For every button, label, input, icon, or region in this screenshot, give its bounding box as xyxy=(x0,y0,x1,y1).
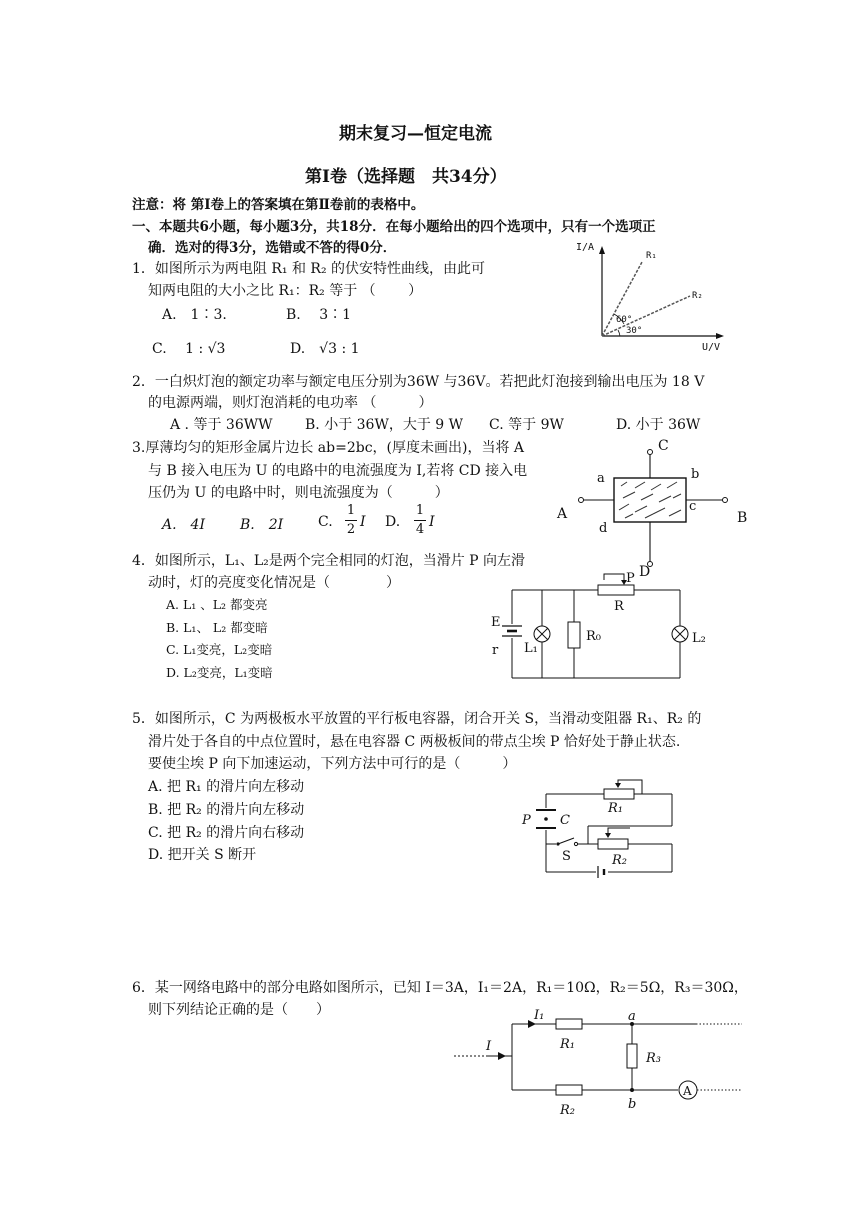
q3-option-b: B. 2I xyxy=(240,517,284,533)
q4-label-l1: L₁ xyxy=(524,641,538,656)
q2-option-c: C. 等于 9W xyxy=(489,417,564,433)
q4-option-b: B. L₁、 L₂ 都变暗 xyxy=(166,620,268,635)
notice-text: 注意：将 第Ⅰ卷上的答案填在第Ⅱ卷前的表格中。 xyxy=(132,197,425,213)
q5-option-d: D. 把开关 S 断开 xyxy=(148,847,257,863)
q5-label-r2: R₂ xyxy=(612,853,627,868)
q1-option-c: C. 1 : √3 xyxy=(152,341,226,357)
q1-y-axis-label: I/A xyxy=(576,242,595,253)
q6-label-a: a xyxy=(628,1009,636,1024)
q3-label-b-right: B xyxy=(737,510,748,526)
q5-label-c: C xyxy=(560,813,570,828)
q1-r1-label: R₁ xyxy=(646,251,657,261)
page-subtitle: 第Ⅰ卷（选择题 共34分） xyxy=(305,167,507,187)
q2-stem-line2: 的电源两端，则灯泡消耗的电功率 （ ） xyxy=(148,395,433,411)
q3-corner-a: a xyxy=(597,471,605,486)
q5-option-c: C. 把 R₂ 的滑片向右移动 xyxy=(148,825,305,841)
q6-label-r2: R₂ xyxy=(560,1103,575,1118)
q1-option-d: D. √3 : 1 xyxy=(290,341,360,357)
q5-resistor-r1 xyxy=(604,789,634,799)
q3-option-d-numerator: 1 xyxy=(415,503,425,518)
q3-label-a-left: A xyxy=(557,506,568,522)
q3-option-c-label: C. xyxy=(318,514,333,530)
q5-switch-s xyxy=(558,838,574,844)
q1-angle-60: 60° xyxy=(616,315,633,325)
q5-circuit-figure xyxy=(518,778,688,878)
q3-corner-d: d xyxy=(599,521,608,536)
q6-label-b: b xyxy=(628,1097,637,1112)
q5-stem-line1: 5．如图所示，C 为两极板水平放置的平行板电容器，闭合开关 S，当滑动变阻器 R₁、R₂ 的 xyxy=(132,711,702,727)
q4-circuit-figure xyxy=(480,566,720,686)
q4-stem-line2: 动时，灯的亮度变化情况是（ ） xyxy=(148,575,400,591)
q4-label-p: P xyxy=(626,571,635,586)
q3-metal-plate-figure xyxy=(555,436,755,580)
q5-stem-line3: 要使尘埃 P 向下加速运动，下列方法中可行的是（ ） xyxy=(148,756,517,772)
q3-corner-c: c xyxy=(689,499,697,514)
q3-corner-b: b xyxy=(691,467,700,482)
q4-resistor-r0 xyxy=(568,622,580,648)
q6-resistor-r1 xyxy=(556,1019,582,1029)
q2-option-d: D. 小于 36W xyxy=(616,417,701,433)
q6-label-i: I xyxy=(486,1039,492,1054)
q4-label-l2: L₂ xyxy=(692,631,706,646)
q4-option-a: A. L₁ 、L₂ 都变亮 xyxy=(166,597,268,612)
q5-option-a: A. 把 R₁ 的滑片向左移动 xyxy=(148,779,305,795)
q4-label-r-internal: r xyxy=(492,643,499,658)
q3-stem-line2: 与 B 接入电压为 U 的电路中的电流强度为 I,若将 CD 接入电 xyxy=(148,463,528,479)
q2-option-b: B. 小于 36W，大于 9 W xyxy=(305,417,464,433)
q3-option-c-numerator: 1 xyxy=(346,503,356,518)
q3-option-c-denominator: 2 xyxy=(346,522,356,537)
q6-resistor-r2 xyxy=(556,1085,582,1095)
q4-option-c: C. L₁变亮，L₂变暗 xyxy=(166,642,273,657)
q6-label-r3: R₃ xyxy=(646,1051,661,1066)
section-heading-line1: 一、本题共6小题，每小题3分，共18分．在每小题给出的四个选项中，只有一个选项正 xyxy=(132,219,656,235)
q3-option-d-label: D. xyxy=(385,514,401,530)
q3-label-d-bottom: D xyxy=(639,564,651,580)
q3-option-c-var: I xyxy=(360,514,366,530)
q3-option-d-denominator: 4 xyxy=(415,522,425,537)
q4-rheostat-r xyxy=(598,585,634,595)
q3-option-d-fraction-bar xyxy=(414,520,426,521)
q2-stem-line1: 2．一白炽灯泡的额定功率与额定电压分别为36W 与36V。若把此灯泡接到输出电压为 18 V xyxy=(132,374,705,390)
q1-x-axis-label: U/V xyxy=(702,342,721,353)
q3-option-d-var: I xyxy=(429,514,435,530)
q4-label-r: R xyxy=(614,599,624,614)
q1-iu-graph xyxy=(570,240,730,353)
q2-option-a: A . 等于 36WW xyxy=(170,417,273,433)
q1-option-b: B. 3∶1 xyxy=(286,307,352,323)
q6-label-r1: R₁ xyxy=(560,1037,575,1052)
q3-stem-line1: 3.厚薄均匀的矩形金属片边长 ab=2bc，(厚度未画出)，当将 A xyxy=(132,440,525,456)
q5-option-b: B. 把 R₂ 的滑片向左移动 xyxy=(148,802,305,818)
q1-stem-line2: 知两电阻的大小之比 R₁：R₂ 等于 （ ） xyxy=(148,283,423,299)
q1-stem-line1: 1．如图所示为两电阻 R₁ 和 R₂ 的伏安特性曲线，由此可 xyxy=(132,261,486,277)
q4-label-r0: R₀ xyxy=(586,629,601,644)
q1-option-a: A. 1∶3. xyxy=(162,307,227,323)
q5-label-r1: R₁ xyxy=(608,801,623,816)
section-heading-line2: 确．选对的得3分，选错或不答的得0分． xyxy=(148,240,397,256)
page-title: 期末复习—恒定电流 xyxy=(339,124,492,144)
q3-option-c-fraction-bar xyxy=(345,520,357,521)
q6-label-i1: I₁ xyxy=(534,1008,545,1023)
q4-label-e: E xyxy=(491,615,501,630)
q5-dust-particle xyxy=(544,817,548,821)
q6-ammeter-label: A xyxy=(683,1084,692,1098)
q3-label-c-top: C xyxy=(658,438,669,454)
q3-stem-line3: 压仍为 U 的电路中时，则电流强度为（ ） xyxy=(148,485,449,501)
q6-resistor-r3 xyxy=(627,1044,637,1068)
q6-stem-line1: 6．某一网络电路中的部分电路如图所示，已知 I＝3A，I₁＝2A，R₁＝10Ω，R₂＝5Ω，R₃＝30Ω， xyxy=(132,980,748,996)
q6-stem-line2: 则下列结论正确的是（ ） xyxy=(148,1002,330,1018)
q4-stem-line1: 4．如图所示，L₁、L₂是两个完全相同的灯泡，当滑片 P 向左滑 xyxy=(132,553,526,569)
q1-angle-30: 30° xyxy=(626,326,643,336)
q3-option-a: A. 4I xyxy=(162,517,205,533)
q5-resistor-r2 xyxy=(598,839,628,849)
q4-option-d: D. L₂变亮，L₁变暗 xyxy=(166,665,273,680)
q5-label-p: P xyxy=(522,813,531,828)
q5-label-s: S xyxy=(562,849,571,864)
q6-network-figure xyxy=(450,1010,750,1120)
q5-stem-line2: 滑片处于各自的中点位置时，悬在电容器 C 两极板间的带点尘埃 P 恰好处于静止状态. xyxy=(148,734,681,750)
q1-r2-label: R₂ xyxy=(692,291,703,301)
